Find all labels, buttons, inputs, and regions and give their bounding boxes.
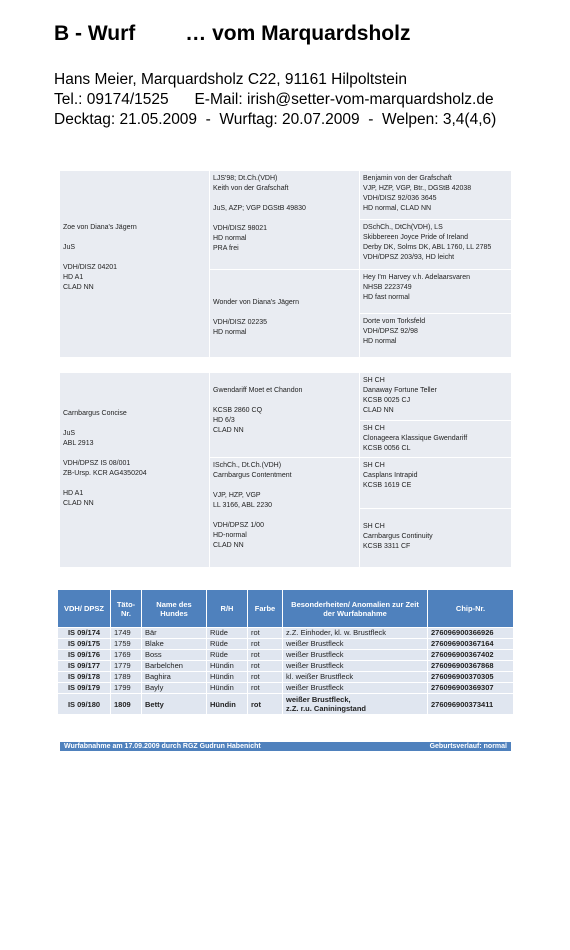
pedigree-line: KCSB 0025 CJ [363, 397, 411, 404]
table-cell: IS 09/179 [58, 683, 111, 694]
table-cell: Rüde [207, 639, 248, 650]
pedigree-line: VDH/DPSZ IS 08/001 [63, 460, 131, 467]
litter-table [57, 589, 514, 715]
litter-title [54, 22, 410, 46]
table-cell: weißer Brustfleck [283, 683, 428, 694]
col-farbe: Farbe [248, 590, 283, 628]
sire-pedigree [60, 171, 511, 357]
table-cell [142, 694, 207, 715]
pedigree-line: Carnbargus Contentment [213, 472, 292, 479]
pedigree-line: HD fast normal [363, 294, 410, 301]
pedigree-line: KCSB 0056 CL [363, 445, 411, 452]
pedigree-line: VDH/DPSZ 203/93, HD leicht [363, 254, 455, 261]
pedigree-line: Zoe von Diana's Jägern [63, 224, 137, 231]
pedigree-line: Casplans Intrapid [363, 472, 418, 479]
table-cell: weißer Brustfleck [283, 661, 428, 672]
table-cell: Boss [142, 650, 207, 661]
pedigree-line: VJP, HZP, VGP, Btr., DGStB 42038 [363, 185, 472, 192]
pedigree-line [213, 288, 356, 298]
title-left: B - Wurf [54, 22, 136, 45]
pedigree-line: ABL 2913 [63, 440, 94, 447]
pedigree-line [213, 214, 356, 224]
pedigree-line [63, 449, 206, 459]
pedigree-line: VDH/DPSZ 1/00 [213, 522, 264, 529]
table-row [58, 694, 514, 715]
table-cell: 276096900370305 [428, 672, 514, 683]
pedigree-line: Danaway Fortune Teller [363, 387, 437, 394]
pedigree-line [63, 233, 206, 243]
pedigree-line: SH CH [363, 425, 385, 432]
col-vdh: VDH/ DPSZ [58, 590, 111, 628]
dam-gp4 [360, 509, 511, 567]
pedigree-line: HD A1 [63, 490, 84, 497]
table-cell: 1799 [111, 683, 142, 694]
table-cell: IS 09/174 [58, 628, 111, 639]
pedigree-line: KCSB 3311 CF [363, 543, 411, 550]
pedigree-line: Derby DK, Solms DK, ABL 1760, LL 2785 [363, 244, 492, 251]
table-cell: Barbelchen [142, 661, 207, 672]
dam-gp1 [360, 373, 511, 420]
table-cell: 1769 [111, 650, 142, 661]
title-right: … vom Marquardsholz [185, 22, 411, 45]
table-cell [111, 694, 142, 715]
sire-dog [60, 171, 209, 357]
sire-gp1 [360, 171, 511, 219]
table-cell: Blake [142, 639, 207, 650]
pedigree-line: KCSB 2860 CQ [213, 407, 263, 414]
sire-gp4 [360, 314, 511, 357]
table-cell [283, 694, 428, 715]
breeder-address: Hans Meier, Marquardsholz C22, 91161 Hilpoltstein [54, 71, 407, 88]
pedigree-line: HD 6/3 [213, 417, 235, 424]
pedigree-line: KCSB 1619 CE [363, 482, 412, 489]
pedigree-line: CLAD NN [363, 407, 394, 414]
cell-line: IS 09/180 [67, 699, 101, 709]
footer-inspection: Wurfabnahme am 17.09.2009 durch RGZ Gudrun Habenicht [64, 743, 261, 750]
table-cell [428, 694, 514, 715]
sire-parent2 [210, 270, 359, 357]
table-cell: Hündin [207, 661, 248, 672]
pedigree-line: LJS'98; Dt.Ch.(VDH) [213, 175, 278, 182]
pedigree-line: CLAD NN [63, 500, 94, 507]
pedigree-line: HD normal [363, 338, 397, 345]
table-cell: IS 09/177 [58, 661, 111, 672]
pedigree-line: HD normal, CLAD NN [363, 205, 432, 212]
pedigree-line: DSchCh., DtCh(VDH), LS [363, 224, 443, 231]
dam-parent1 [210, 373, 359, 457]
pedigree-line [63, 479, 206, 489]
table-cell: rot [248, 628, 283, 639]
pedigree-line: HD normal [213, 235, 247, 242]
table-cell: 276096900367402 [428, 650, 514, 661]
pedigree-line: CLAD NN [63, 284, 94, 291]
table-cell: IS 09/175 [58, 639, 111, 650]
table-cell: weißer Brustfleck [283, 650, 428, 661]
table-cell: 1749 [111, 628, 142, 639]
table-cell: rot [248, 639, 283, 650]
pedigree-line [213, 511, 356, 521]
table-cell: Hündin [207, 683, 248, 694]
breeder-contact: Tel.: 09174/1525 E-Mail: irish@setter-vom-marquardsholz.de [54, 91, 494, 108]
footer-bar [60, 742, 511, 751]
table-cell: 1759 [111, 639, 142, 650]
table-cell: Bär [142, 628, 207, 639]
table-cell: Bayly [142, 683, 207, 694]
pedigree-line: VDH/DISZ 92/036 3645 [363, 195, 437, 202]
table-cell: IS 09/178 [58, 672, 111, 683]
dam-gp2 [360, 421, 511, 457]
pedigree-line [213, 481, 356, 491]
pedigree-line: Benjamin von der Grafschaft [363, 175, 452, 182]
pedigree-line: Carnbargus Concise [63, 410, 127, 417]
pedigree-line: Carnbargus Continuity [363, 533, 433, 540]
cell-line: z.Z. r.u. Caniningstand [286, 704, 367, 713]
pedigree-line: JuS [63, 430, 76, 437]
pedigree-line: VDH/DISZ 04201 [63, 264, 118, 271]
pedigree-line [63, 419, 206, 429]
table-cell: 1779 [111, 661, 142, 672]
cell-line: 1809 [114, 699, 131, 709]
pedigree-line: Skibbereen Joyce Pride of Ireland [363, 234, 469, 241]
pedigree-line [213, 396, 356, 406]
pedigree-line [213, 308, 356, 318]
sire-parent1 [210, 171, 359, 269]
dam-gp3 [360, 458, 511, 508]
table-cell: rot [248, 672, 283, 683]
table-cell: Rüde [207, 650, 248, 661]
col-chip: Chip-Nr. [428, 590, 514, 628]
pedigree-line: VDH/DPSZ 92/98 [363, 328, 418, 335]
table-cell: IS 09/176 [58, 650, 111, 661]
pedigree-line: VJP, HZP, VGP [213, 492, 261, 499]
table-cell: weißer Brustfleck [283, 639, 428, 650]
pedigree-line: VDH/DISZ 98021 [213, 225, 268, 232]
table-cell: 1789 [111, 672, 142, 683]
table-cell: kl. weißer Brustfleck [283, 672, 428, 683]
pedigree-line: Dorte vom Torksfeld [363, 318, 426, 325]
table-cell: Hündin [207, 672, 248, 683]
table-cell: 276096900369307 [428, 683, 514, 694]
table-row [58, 650, 514, 661]
cell-line: 276096900373411 [431, 699, 494, 709]
table-row [58, 683, 514, 694]
table-cell: rot [248, 683, 283, 694]
table-cell [58, 694, 111, 715]
pedigree-line [213, 376, 356, 386]
cell-line: rot [251, 699, 261, 709]
table-cell: 276096900366926 [428, 628, 514, 639]
table-row [58, 639, 514, 650]
pedigree-line: JuS [63, 244, 76, 251]
sire-gp2 [360, 220, 511, 269]
cell-line: Hündin [210, 699, 236, 709]
table-cell: 276096900367868 [428, 661, 514, 672]
table-row [58, 672, 514, 683]
table-row [58, 661, 514, 672]
col-rh: R/H [207, 590, 248, 628]
pedigree-line: ZB-Ursp. KCR AG4350204 [63, 470, 147, 477]
table-cell: Baghira [142, 672, 207, 683]
dam-parent2 [210, 458, 359, 567]
dam-pedigree [60, 373, 511, 567]
pedigree-line: Clonageera Klassique Gwendariff [363, 435, 468, 442]
table-cell: rot [248, 661, 283, 672]
table-row [58, 628, 514, 639]
pedigree-line: ISchCh., Dt.Ch.(VDH) [213, 462, 282, 469]
pedigree-line: HD A1 [63, 274, 84, 281]
pedigree-line [213, 194, 356, 204]
footer-birth: Geburtsverlauf: normal [429, 743, 507, 750]
pedigree-line: CLAD NN [213, 427, 244, 434]
table-cell [248, 694, 283, 715]
pedigree-line: HD normal [213, 329, 247, 336]
col-name: Name des Hundes [142, 590, 207, 628]
table-cell [207, 694, 248, 715]
table-cell: rot [248, 650, 283, 661]
table-cell: z.Z. Einhoder, kl. w. Brustfleck [283, 628, 428, 639]
col-taeto: Täto-Nr. [111, 590, 142, 628]
cell-line: weißer Brustfleck, [286, 695, 351, 704]
table-cell: 276096900367164 [428, 639, 514, 650]
pedigree-line: Hey I'm Harvey v.h. Adelaarsvaren [363, 274, 471, 281]
dam-dog [60, 373, 209, 567]
pedigree-line: Wonder von Diana's Jägern [213, 299, 300, 306]
pedigree-line: CLAD NN [213, 542, 244, 549]
pedigree-line: Gwendariff Moet et Chandon [213, 387, 303, 394]
litter-dates: Decktag: 21.05.2009 - Wurftag: 20.07.2009 - Welpen: 3,4(4,6) [54, 111, 497, 128]
col-besonderheiten: Besonderheiten/ Anomalien zur Zeit der Wurfabnahme [283, 590, 428, 628]
pedigree-line: HD-normal [213, 532, 247, 539]
table-cell: Rüde [207, 628, 248, 639]
pedigree-line [63, 253, 206, 263]
pedigree-line: LL 3166, ABL 2230 [213, 502, 273, 509]
pedigree-line: JuS, AZP; VGP DGStB 49830 [213, 205, 306, 212]
pedigree-line: NHSB 2223749 [363, 284, 412, 291]
pedigree-line: Keith von der Grafschaft [213, 185, 289, 192]
sire-gp3 [360, 270, 511, 313]
pedigree-line: SH CH [363, 462, 385, 469]
cell-line: Betty [145, 699, 164, 709]
pedigree-line: SH CH [363, 377, 385, 384]
pedigree-line [363, 512, 508, 522]
pedigree-line: SH CH [363, 523, 385, 530]
pedigree-line: VDH/DISZ 02235 [213, 319, 268, 326]
pedigree-line: PRA frei [213, 245, 239, 252]
